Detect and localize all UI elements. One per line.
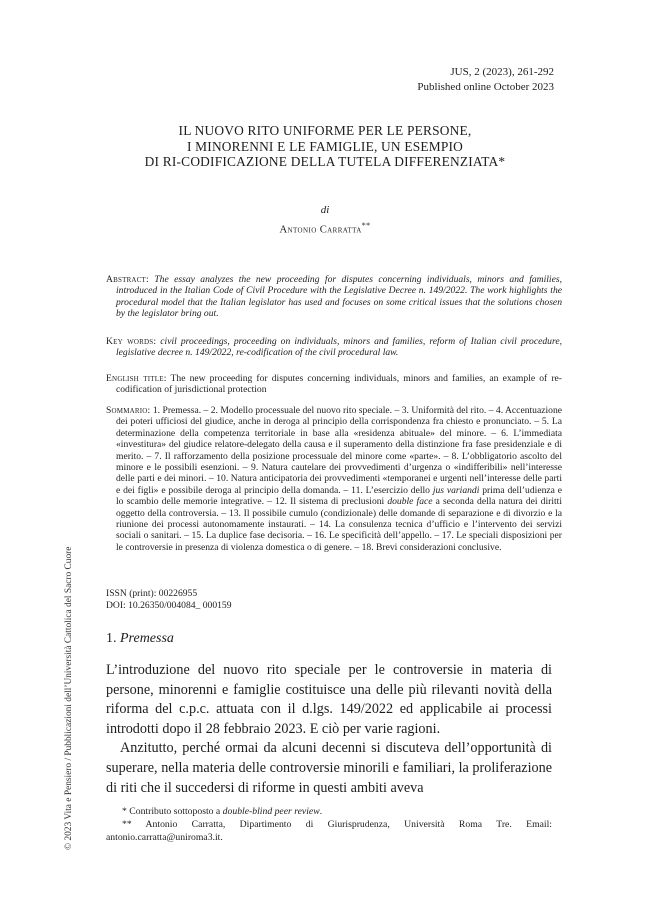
copyright-side-note: © 2023 Vita e Pensiero / Pubblicazioni dell’Università Cattolica del Sacro Cuore (64, 546, 74, 850)
summary-label: Sommario: (106, 405, 151, 416)
footnotes (106, 805, 552, 844)
title-line-1: IL NUOVO RITO UNIFORME PER LE PERSONE, (178, 123, 472, 138)
abstract-label: Abstract: (106, 274, 149, 285)
doi: DOI: 10.26350/004084_ 000159 (106, 600, 232, 611)
journal-issue: JUS, 2 (2023), 261-292 (450, 66, 554, 78)
body-paragraph-2: Anzitutto, perché ormai da alcuni decenni si discuteva dell’opportunità di superare, nella materia delle controversie minorili e familiari, la proliferazione di riti che il succedersi di riforme in questi ambiti aveva (106, 740, 552, 796)
keywords-label: Key words: (106, 336, 157, 347)
body-text (106, 661, 552, 798)
abstract-text: The essay analyzes the new proceeding for disputes concerning individuals, minors and families, introduced in the Italian Code of Civil Procedure with the Legislative Decree n. 149/2022. The work highlights the procedural model that the Italian legislator has used and focuses on some critical issues that the solutions chosen by the legislator bring out. (116, 274, 562, 320)
english-title-label: English title: (106, 373, 167, 384)
english-title-text: The new proceeding for disputes concerning individuals, minors and families, an example of re-codification of jurisdictional protection (116, 373, 563, 396)
author-name (100, 221, 550, 236)
issn: ISSN (print): 00226955 (106, 588, 198, 599)
footnote-2: ** Antonio Carratta, Dipartimento di Giurisprudenza, Università Roma Tre. Email: antonio.carratta@uniroma3.it. (106, 819, 552, 843)
summary-text-2: prima dell’udienza e lo scambio delle memorie integrative. – 12. Il sistema di preclusioni (116, 484, 562, 508)
footnote-1-italic: double-blind peer review (222, 806, 320, 817)
title-line-3: DI RI-CODIFICAZIONE DELLA TUTELA DIFFERENZIATA* (144, 154, 506, 169)
section-name: Premessa (120, 631, 174, 646)
author-footnote-mark: ** (361, 221, 371, 230)
author-name-text: Antonio Carratta (279, 224, 362, 236)
summary-double-face: double face (387, 496, 433, 508)
english-title (106, 373, 562, 396)
keywords-text: civil proceedings, proceeding on individuals, minors and families, reform of Italian civil procedure, legislative decree n. 149/2022, re-codification of the civil procedural law. (116, 336, 562, 359)
section-heading (106, 631, 174, 647)
summary-jus-variandi: jus variandi (432, 484, 480, 496)
body-paragraph-1: L’introduzione del nuovo rito speciale per le controversie in materia di persone, minorenni e famiglie costituisce una delle più rilevanti novità della riforma del c.p.c. attuata con il d.lgs. 149/2022 ed applicabile ai processi introdotti dopo il 28 febbraio 2023. E ciò per varie ragioni. (106, 662, 552, 737)
footnote-1-text-a: * Contributo sottoposto a (122, 806, 223, 817)
journal-reference (417, 65, 554, 95)
footnote-1-text-b: . (319, 806, 323, 817)
article-title (100, 123, 550, 170)
publication-date: Published online October 2023 (417, 81, 554, 93)
keywords (106, 336, 562, 359)
title-line-2: I MINORENNI E LE FAMIGLIE, UN ESEMPIO (186, 138, 464, 154)
summary-text-1: 1. Premessa. – 2. Modello processuale del nuovo rito speciale. – 3. Uniformità del rito. – 4. Accentuazione dei poteri ufficiosi del giudice, anche in deroga al principio della corrispondenza fra chiesto e pronunciato. – 5. La determinazione della competenza territoriale in base alla «residenza abituale» del minore. – 6. L’immediata «investitura» del giudice relatore-delegato della causa e il superamento della distinzione fra fase presidenziale e di merito. – 7. Il rafforzamento della posizione processuale del minore come «parte». – 8. L’obbligatorio ascolto del minore e le possibili esenzioni. – 9. Natura cautelare dei provvedimenti d’urgenza o «indifferibili» nell’interesse delle parti e dei minori. – 10. Natura anticipatoria dei provvedimenti «temporanei e urgenti nell’interesse delle parti e dei figli» e possibile deroga al principio della domanda. – 11. L’esercizio dello (116, 405, 562, 496)
section-number: 1. (106, 631, 117, 646)
summary-text-3: a seconda della natura dei diritti oggetto della controversia. – 13. Il possibile cumulo (condizionale) delle domande di separazione e di divorzio e la riunione dei processi autonomamente instaurati. – 14. La consulenza tecnica d’ufficio e l’intervento dei servizi sociali o sanitari. – 15. La duplice fase decisoria. – 16. Le specificità dell’appello. – 17. Le speciali disposizioni per le controversie in presenza di violenza domestica o di genere. – 18. Brevi considerazioni conclusive. (116, 496, 562, 553)
by-line: di (320, 204, 330, 216)
footnote-1 (106, 805, 552, 818)
abstract (106, 274, 562, 320)
summary (106, 405, 562, 553)
